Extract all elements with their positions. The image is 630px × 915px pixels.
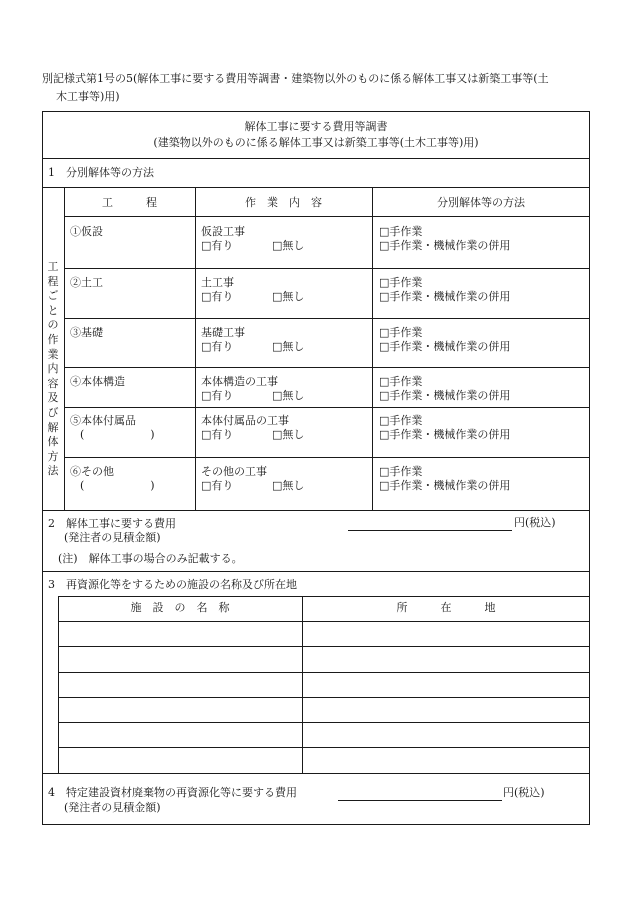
checkbox-no[interactable]: □無し [272,389,305,402]
table-line [64,268,590,269]
facility-name-cell[interactable] [59,723,301,746]
facility-location-cell[interactable] [303,748,589,772]
checkbox-yes[interactable]: □有り [201,340,234,353]
row-work: 基礎工事 [201,326,245,339]
doc-subtitle: (建築物以外のものに係る解体工事又は新築工事等(土木工事等)用) [153,136,479,149]
checkbox-manual[interactable]: □手作業 [379,414,423,427]
form-header-line2: 木工事等)用) [56,90,120,103]
table-line [64,318,590,319]
cost-input-line[interactable] [348,530,512,531]
checkbox-manual[interactable]: □手作業 [379,326,423,339]
checkbox-yes[interactable]: □有り [201,389,234,402]
col-header-work: 作 業 内 容 [245,196,322,209]
table-line [372,187,373,510]
section4-sub: (発注者の見積金額) [64,801,161,814]
row-process: ⑤本体付属品 [70,414,136,427]
section2-note: (注) 解体工事の場合のみ記載する。 [58,552,243,565]
checkbox-no[interactable]: □無し [272,340,305,353]
checkbox-combined[interactable]: □手作業・機械作業の併用 [379,479,511,492]
section4-heading: 4 特定建設資材廃棄物の再資源化等に要する費用 [48,786,297,799]
checkbox-manual[interactable]: □手作業 [379,465,423,478]
row-work: 土工事 [201,276,234,289]
checkbox-combined[interactable]: □手作業・機械作業の併用 [379,239,511,252]
section2-unit: 円(税込) [514,516,556,529]
table-line [64,407,590,408]
cost-input-line[interactable] [338,800,502,801]
checkbox-yes[interactable]: □有り [201,290,234,303]
table-line [58,596,590,597]
doc-title: 解体工事に要する費用等調書 [244,120,388,133]
checkbox-manual[interactable]: □手作業 [379,225,423,238]
row-work: その他の工事 [201,465,267,478]
table-line [64,216,590,217]
row-process-note[interactable]: ( ) [80,479,155,492]
checkbox-manual[interactable]: □手作業 [379,276,423,289]
facility-location-cell[interactable] [303,622,589,646]
divider [42,187,590,188]
checkbox-yes[interactable]: □有り [201,239,234,252]
facility-name-cell[interactable] [59,748,301,772]
table-line [195,187,196,510]
row-process: ③基礎 [70,326,103,339]
facility-name-cell[interactable] [59,622,301,646]
divider [42,158,590,159]
form-header-line1: 別記様式第1号の5(解体工事に要する費用等調書・建築物以外のものに係る解体工事又は新築工事等(土 [42,72,549,85]
row-work: 仮設工事 [201,225,245,238]
row-process: ④本体構造 [70,375,125,388]
section2-sub: (発注者の見積金額) [64,531,161,544]
row-work: 本体構造の工事 [201,375,278,388]
checkbox-no[interactable]: □無し [272,428,305,441]
row-process-note[interactable]: ( ) [80,428,155,441]
divider [42,510,590,511]
col-header-method: 分別解体等の方法 [437,196,525,209]
checkbox-combined[interactable]: □手作業・機械作業の併用 [379,340,511,353]
facility-location-cell[interactable] [303,673,589,696]
section4-unit: 円(税込) [503,786,545,799]
divider [42,571,590,572]
col-header-process: 工 程 [102,196,157,209]
checkbox-combined[interactable]: □手作業・機械作業の併用 [379,389,511,402]
divider [42,773,590,774]
facility-location-cell[interactable] [303,647,589,671]
checkbox-no[interactable]: □無し [272,479,305,492]
col-header-facility-name: 施 設 の 名 称 [130,601,230,614]
facility-name-cell[interactable] [59,673,301,696]
checkbox-no[interactable]: □無し [272,290,305,303]
row-process: ⑥その他 [70,465,114,478]
checkbox-combined[interactable]: □手作業・機械作業の併用 [379,428,511,441]
side-label: 工程ごとの作業内容及び解体方法 [47,260,59,478]
facility-location-cell[interactable] [303,698,589,721]
table-line [64,187,65,510]
row-process: ②土工 [70,276,103,289]
checkbox-manual[interactable]: □手作業 [379,375,423,388]
section2-heading: 2 解体工事に要する費用 [48,517,176,530]
checkbox-combined[interactable]: □手作業・機械作業の併用 [379,290,511,303]
facility-name-cell[interactable] [59,698,301,721]
checkbox-yes[interactable]: □有り [201,428,234,441]
checkbox-yes[interactable]: □有り [201,479,234,492]
section3-heading: 3 再資源化等をするための施設の名称及び所在地 [48,578,297,591]
form-header [42,70,602,106]
row-work: 本体付属品の工事 [201,414,289,427]
table-line [64,367,590,368]
section1-heading: 1 分別解体等の方法 [48,166,154,179]
facility-name-cell[interactable] [59,647,301,671]
checkbox-no[interactable]: □無し [272,239,305,252]
table-line [64,457,590,458]
facility-location-cell[interactable] [303,723,589,746]
col-header-location: 所 在 地 [396,601,496,614]
row-process: ①仮設 [70,225,103,238]
